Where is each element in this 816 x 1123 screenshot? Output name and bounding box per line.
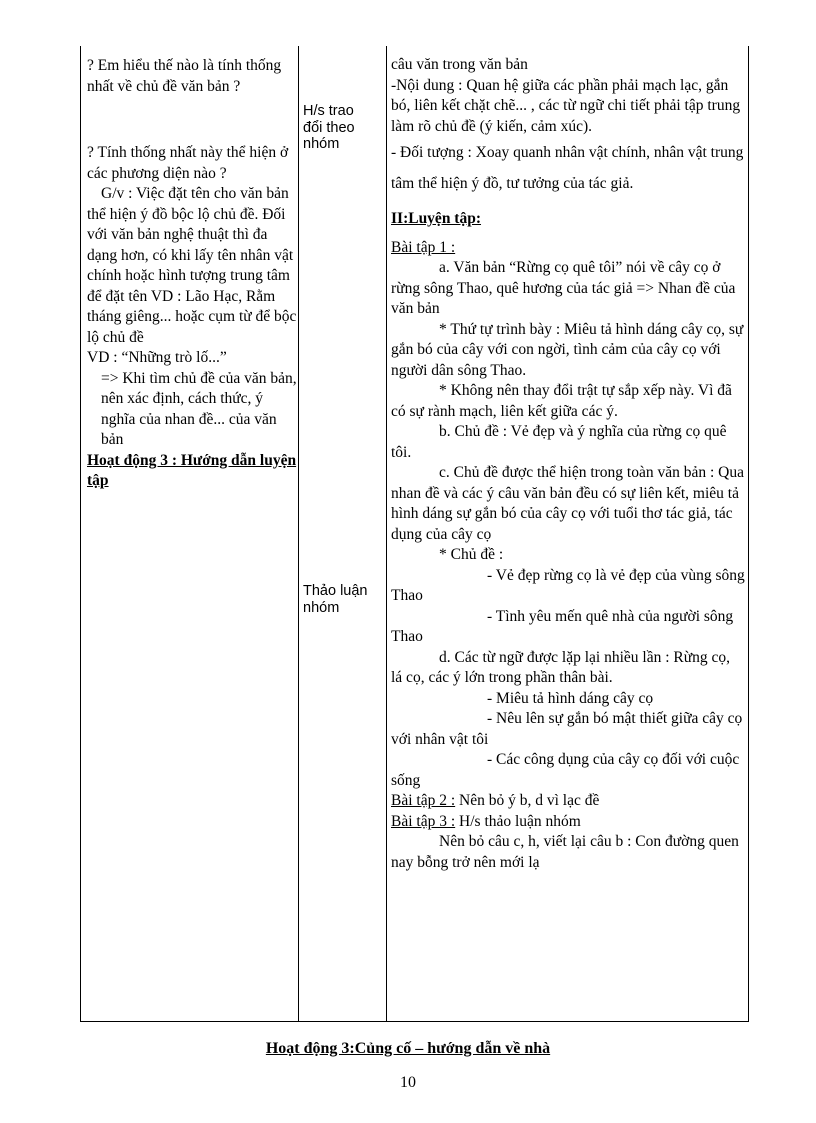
- column-divider-1: [298, 46, 299, 1021]
- exercise-3-text: H/s thảo luận nhóm: [459, 812, 581, 830]
- section-heading: II:Luyện tập:: [391, 210, 482, 227]
- page-number: 10: [400, 1074, 416, 1091]
- d-point-2: - Nêu lên sự gắn bó mật thiết giữa cây cọ với nhân vật tôi: [391, 710, 743, 748]
- exercise-3-label: Bài tập 3 :: [391, 812, 456, 830]
- question-1: ? Em hiểu thế nào là tính thống nhất về chủ đề văn bản ?: [87, 57, 282, 95]
- content-line-2: -Nội dung : Quan hệ giữa các phần phải mạch lạc, gắn bó, liên kết chặt chẽ... , các từ ngữ chi tiết phải tập trung làm rõ chủ đề (ý kiến, cảm xúc).: [391, 76, 741, 135]
- exercise-1-c: c. Chủ đề được thể hiện trong toàn văn bản : Qua nhan đề và các ý câu văn bản đều có sự liên kết, miêu tả hình dáng sự gắn bó của cây cọ với tuổi thơ tác giả, tác dụng của cây cọ: [391, 464, 744, 543]
- exercise-1-change: * Không nên thay đổi trật tự sắp xếp này. Vì đã có sự rành mạch, liên kết giữa các ý.: [391, 382, 732, 420]
- exercise-2-label: Bài tập 2 :: [391, 792, 456, 809]
- student-activity-1: H/s trao đổi theo nhóm: [303, 103, 355, 152]
- exercise-1-order: * Thứ tự trình bày : Miêu tả hình dáng cây cọ, sự gắn bó của cây với con ngời, tình cảm của cây cọ với người dân sông Thao.: [391, 320, 744, 379]
- content-column: [391, 46, 745, 1021]
- content-line-1: câu văn trong văn bản: [391, 56, 528, 73]
- conclusion-note: => Khi tìm chủ đề của văn bản, nên xác định, cách thức, ý nghĩa của nhan đề... của văn bản: [101, 369, 297, 448]
- teacher-note: G/v : Việc đặt tên cho văn bản thể hiện ý đồ bộc lộ chủ đề. Đối với văn bản nghệ thuật thì đa dạng hơn, có khi lấy tên nhân vật chính hoặc hình tượng trung tâm để đặt tên VD : Lão Hạc, Rằm tháng giêng... hoặc cụm từ để bộc lộ chủ đề: [87, 185, 297, 346]
- exercise-2-text: Nên bỏ ý b, d vì lạc đề: [459, 792, 600, 809]
- exercise-3-more: Nên bỏ câu c, h, viết lại câu b : Con đường quen nay bỗng trở nên mới lạ: [391, 833, 739, 871]
- topic-point-2: - Tình yêu mến quê nhà của người sông Thao: [391, 607, 734, 645]
- question-2: ? Tính thống nhất này thể hiện ở các phương diện nào ?: [87, 144, 289, 182]
- student-column: [303, 46, 375, 1021]
- exercise-1-a: a. Văn bản “Rừng cọ quê tôi” nói về cây cọ ở rừng sông Thao, quê hương của tác giả => Nhan đề của văn bản: [391, 259, 736, 317]
- topic-point-1: - Vẻ đẹp rừng cọ là vẻ đẹp của vùng sông Thao: [391, 566, 745, 604]
- exercise-1-label: Bài tập 1 :: [391, 238, 456, 256]
- d-point-1: - Miêu tả hình dáng cây cọ: [487, 689, 654, 707]
- content-line-3: - Đối tượng : Xoay quanh nhân vật chính, nhân vật trung tâm thể hiện ý đồ, tư tưởng của tác giả.: [391, 144, 744, 192]
- exercise-2: [391, 791, 745, 812]
- teacher-column: [87, 46, 297, 1021]
- footer-activity-title: Hoạt động 3:Củng cố – hướng dẫn về nhà: [265, 1040, 551, 1057]
- topic-label: * Chủ đề :: [439, 546, 504, 563]
- d-point-3: - Các công dụng của cây cọ đối với cuộc sống: [391, 751, 740, 789]
- exercise-1-b: b. Chủ đề : Vẻ đẹp và ý nghĩa của rừng cọ quê tôi.: [391, 423, 727, 461]
- exercise-3: [391, 812, 745, 833]
- activity-heading: Hoạt động 3 : Hướng dẫn luyện tập: [87, 451, 297, 489]
- column-divider-2: [386, 46, 387, 1021]
- lesson-table: [80, 46, 749, 1022]
- exercise-1-d: d. Các từ ngữ được lặp lại nhiều lần : Rừng cọ, lá cọ, các ý lớn trong phần thân bài.: [391, 648, 731, 686]
- example-line: VD : “Những trò lố...”: [87, 349, 227, 366]
- student-activity-2: Thảo luận nhóm: [303, 583, 368, 616]
